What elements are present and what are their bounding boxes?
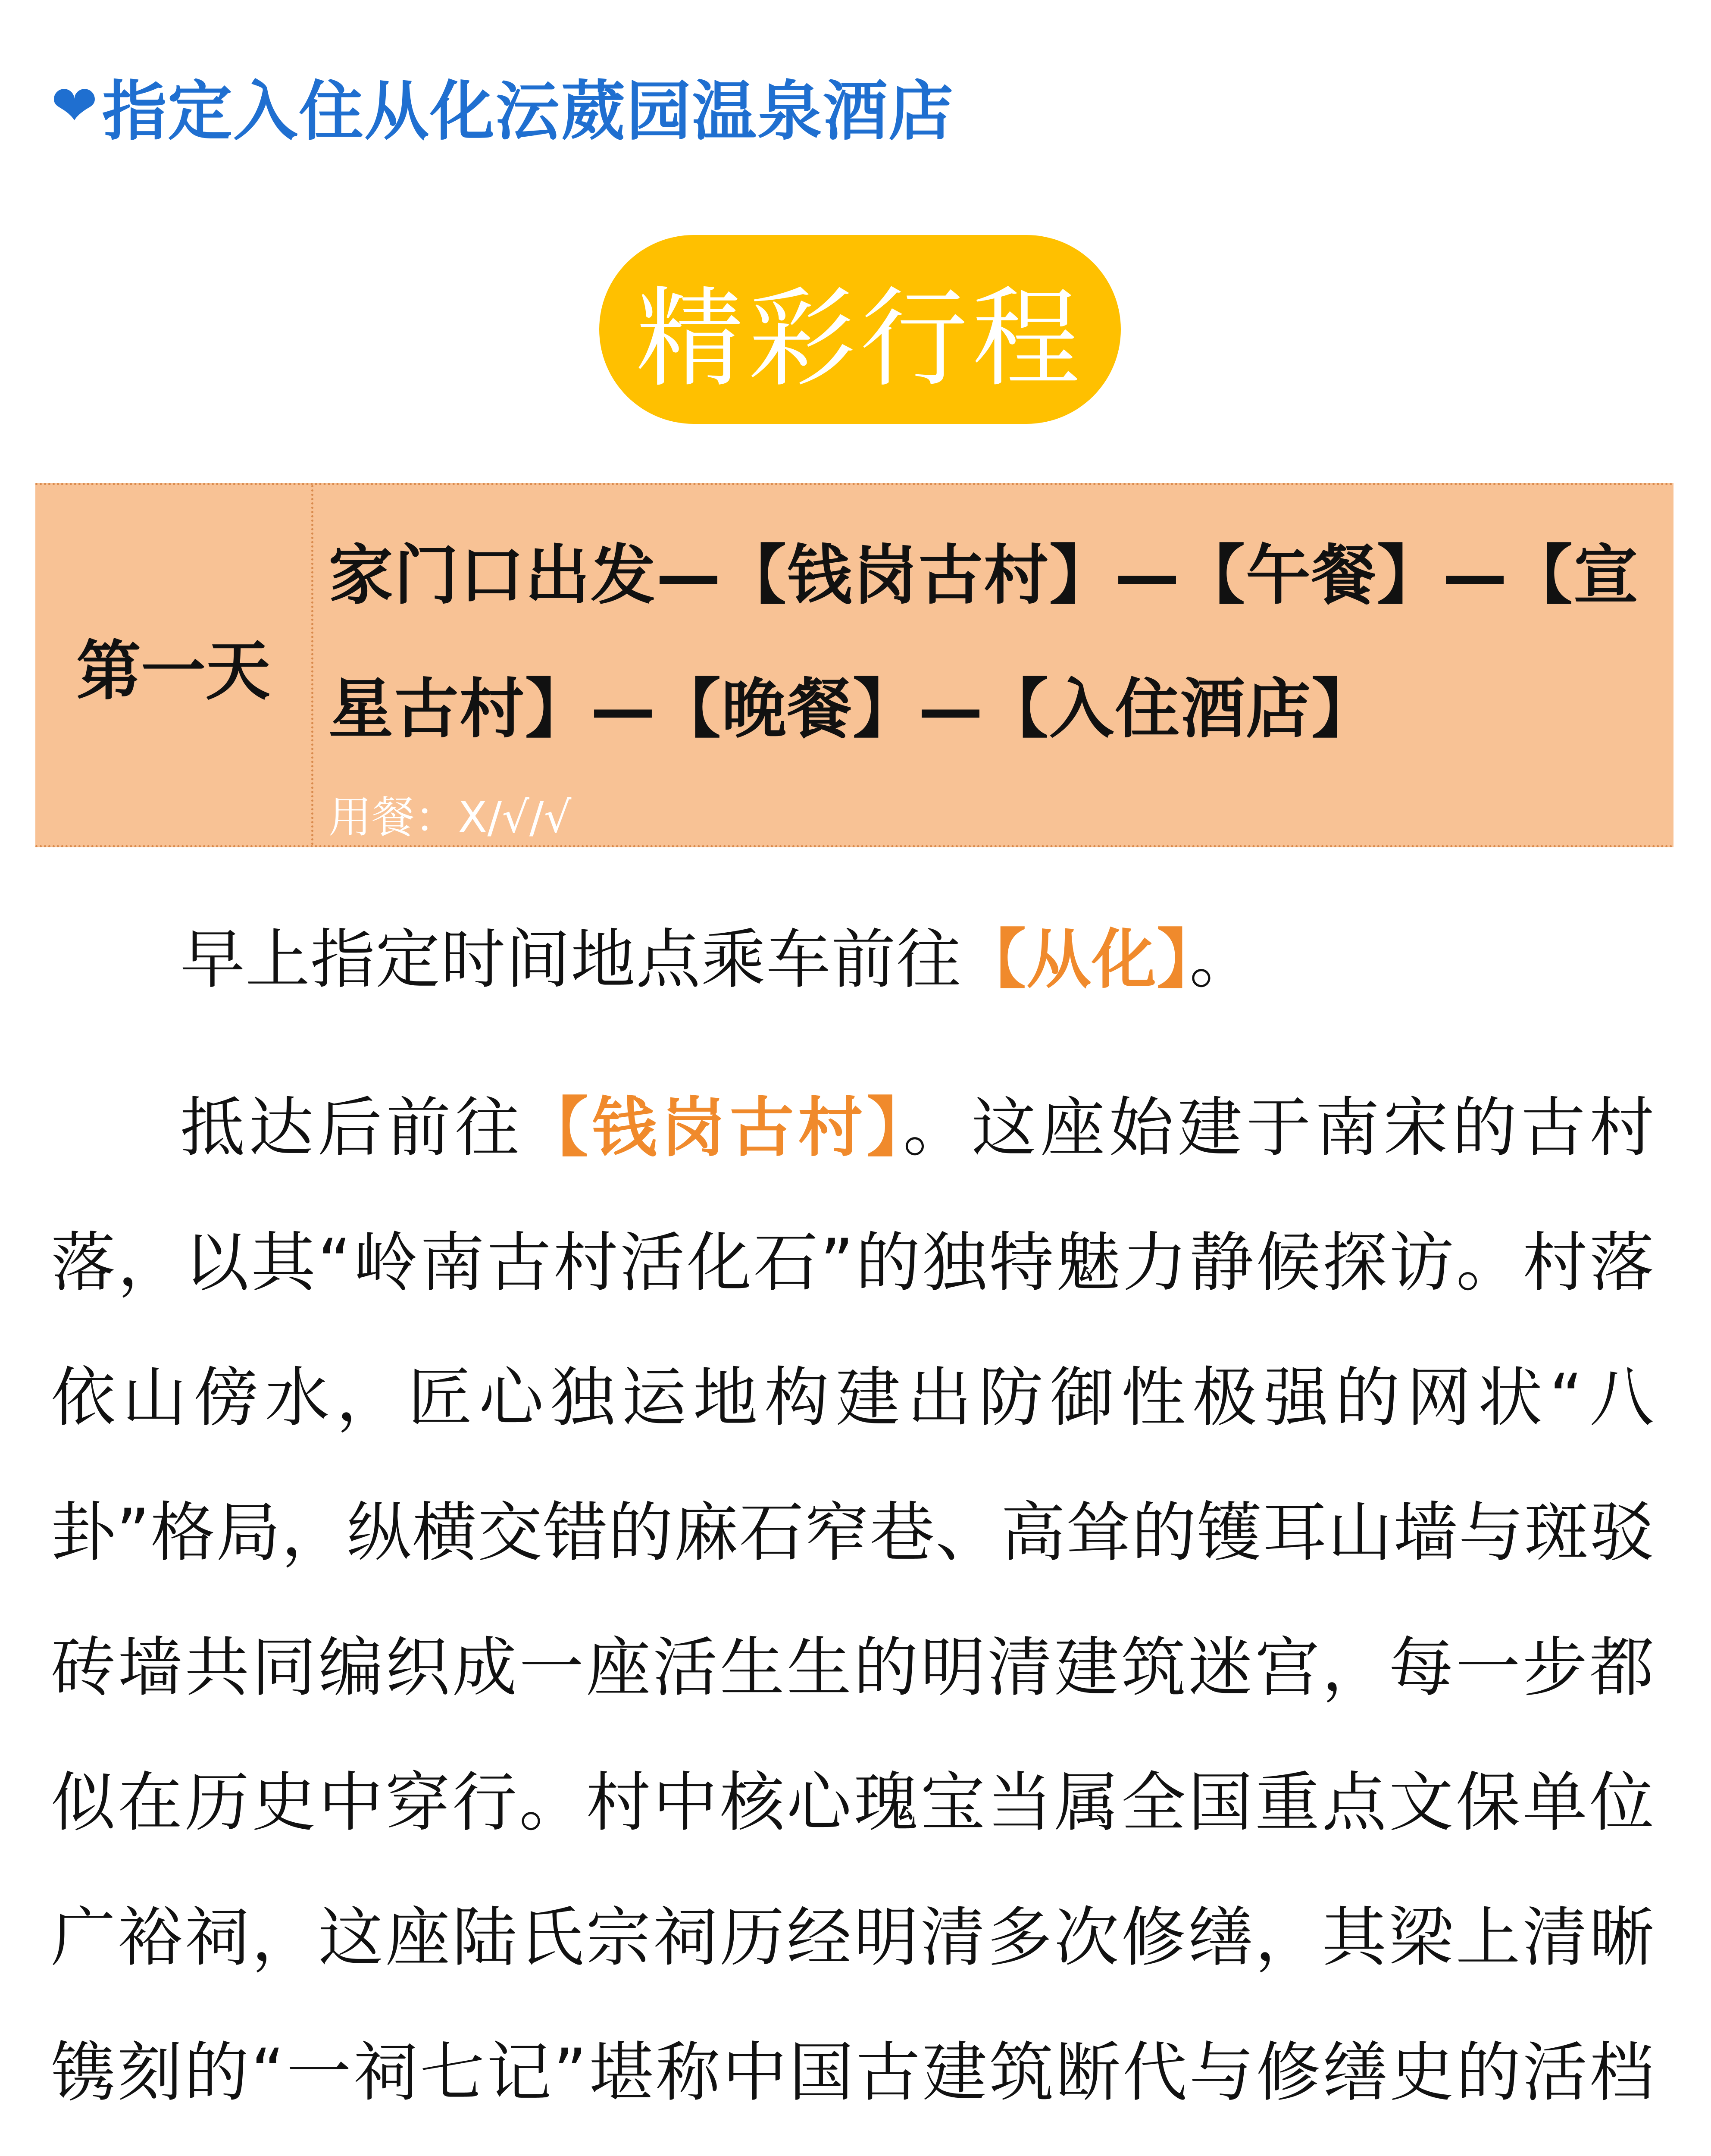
paragraph-text: 。这座始建于南宋的古村落，以其“岭南古村活化石”的独特魅力静候探访。村落依山傍水，匠心独运地构建出防御性极强的网状“八卦”格局，纵横交错的麻石窄巷、高耸的镬耳山墙与斑驳砖墙共同编织成一座活生生的明清建筑迷宫，每一步都似在历史中穿行。村中核心瑰宝当属全国重点文保单位广裕祠，这座陆氏宗祠历经明清多次修缮，其梁上清晰镌刻的“一祠七记”堪称中国古建筑断代与修缮史的活档 [51,1091,1655,2110]
itinerary-title-pill [599,235,1121,424]
day-one-box [35,483,1673,847]
paragraph-text: 抵达后前往 [180,1091,524,1166]
highlight-village: 【钱岗古村】 [523,1091,903,1166]
day-box-divider [311,485,313,845]
hotel-heading [51,56,954,155]
paragraph-departure [51,893,1655,1028]
paragraph-text: 。 [1189,922,1255,997]
itinerary-title: 精彩行程 [636,276,1084,401]
day-route: 家门口出发—【钱岗古村】—【午餐】—【宣星古村】—【晚餐】—【入住酒店】 [328,538,1639,747]
paragraph-village [51,1061,1655,2156]
paragraph-text: 早上指定时间地点乘车前往 [180,922,962,997]
day-label: 第一天 [76,633,270,709]
highlight-destination: 【从化】 [961,922,1190,997]
meals-info: 用餐：X/√/√ [328,792,572,843]
heart-icon: ❤ [51,73,99,138]
itinerary-body [51,893,1655,2156]
hotel-heading-text: 指定入住从化沄葳园温泉酒店 [102,74,954,149]
